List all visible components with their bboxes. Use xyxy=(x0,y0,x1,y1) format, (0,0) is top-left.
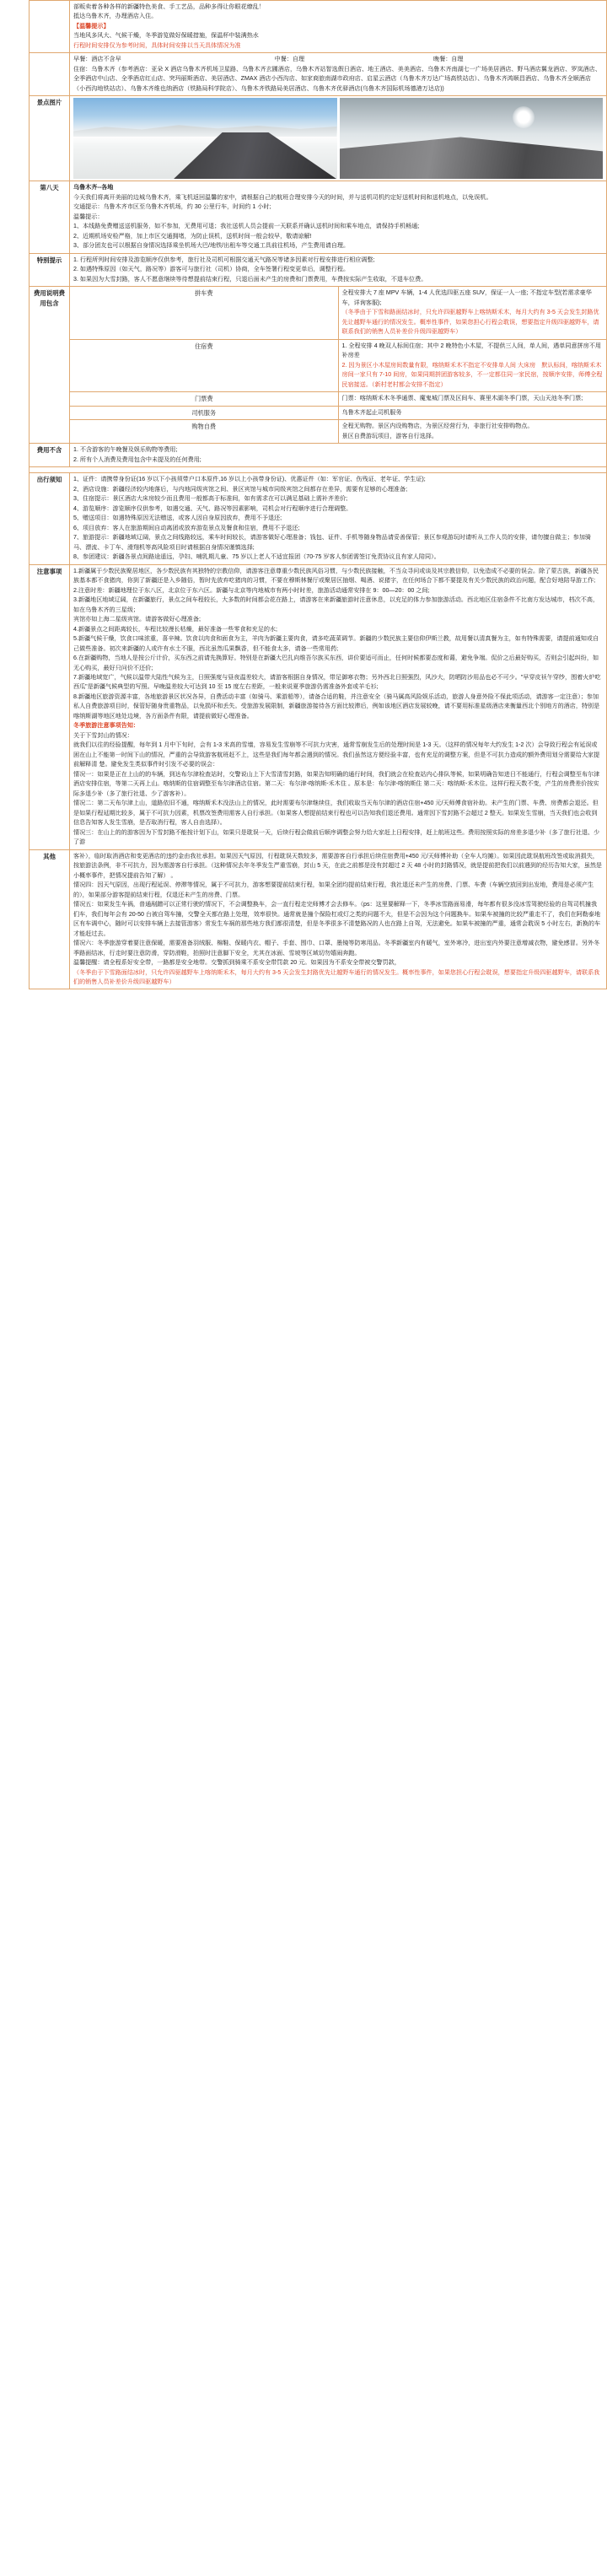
day8-p3: 温馨提示： xyxy=(73,213,104,220)
travel-notice-item: 8、参团建议：新疆各景点间路途遥远，孕妇、哺乳期儿童、75 岁以上老人不适宜报团（70-75 岁客人参团需签订免责协议且有家人陪同）。 xyxy=(73,553,440,561)
day8-label: 第八天 xyxy=(30,181,70,253)
fee-name-shopping: 购物自费 xyxy=(70,420,339,444)
snow-road-landscape-photo xyxy=(73,98,337,179)
fee-ticket-black: 门票：喀纳斯禾木冬季通票、魔鬼城门票及区间车、赛里木湖冬季门票，天山天池冬季门票; xyxy=(341,395,583,402)
notes-item: 7.新疆地域宽广，气候以温带大陆性气候为主，日照强度与昼夜温差较大，请游客根据自身情况，带足御寒衣物；另外西北日照强烈，风沙大，防晒防沙用品也必不可少。"早穿皮袄午穿纱，围着火炉吃西瓜"是新疆气候典型的写照。早晚温差较大可达到 10 至 15 度左右差距，一般来说夏季旅游仍需准备外套或羊毛衫; xyxy=(73,673,601,691)
notes-item: 1.新疆属于少数民族聚居地区，各少数民族有其独特的宗教信仰，请游客注意尊重少数民族风俗习惯，与少数民族接触，不当众寻问或谈及其宗教信仰，以免造成不必要的误会。除了蒙古族，新疆各民族基本都不食猪肉，你到了新疆还是入乡随俗，暂时先放弃吃猪肉的习惯，不要在穆斯林餐厅或聚居区抽烟、喝酒、说猪字，在任何场合下都不要提及有关少数民族的政治问题，配合好地陪导游工作; xyxy=(73,567,599,585)
travel-notice-label: 出行须知 xyxy=(30,473,70,564)
day8-content-cell xyxy=(70,181,607,253)
winter-case-4: 情况四：因天气原因，出现行程延误、停滞等情况，属于不可抗力，游客想要提前结束行程，如果全团均提前结束行程，我社退还未产生的房费、门票、车费（车辆空放回到出发地，费用是必须产生的），如果部分游客提前结束行程，仅退还未产生的房费、门票。 xyxy=(73,881,594,898)
special-tip-item: 2. 如遇特殊原因（如天气，路况等）游客可与旅行社（司机）协商，全车签署行程变更单后，调整行程。 xyxy=(73,266,350,273)
winter-notice-subtitle: 关于下雪封山的情况： xyxy=(73,731,133,739)
notes-item: 5.新疆气候干燥，饮食口味浓重，喜辛辣。饮食以肉食和面食为主，羊肉为新疆主要肉食，请多吃蔬菜调节。新疆的少数民族主要信仰伊斯兰教，故用餐以清真餐为主，如有特殊需要，请提前通知或自己做些准备。初次来新疆的人或许有水土不服，西北虽然瓜果飘香，但不能食太多，请备一些常用药; xyxy=(73,635,599,652)
fee-name-ticket: 门票费 xyxy=(70,392,339,407)
winter-case-3-continued: 客补），临时取消酒店和变更酒店的违约金由我社承担。如果因天气原因，行程耽误天数较多，需要游客自行承担后续住宿费用+450 元/天师傅补助（全车人均摊）。如果因此耽误航班改签或取消损失，按旅游法条例，非不可抗力，因为需游客自行承担。（这种情况去年冬季发生严重雪崩，封山 5 天，在此之前都是没有封超过 2 天 48 小时的封路情况，就是提前把我们以前遇到的经历告知大家，虽然是小概率事件，把情况提前告知了解） 。 xyxy=(73,852,603,879)
lunch-text: 中餐：自理 xyxy=(274,56,305,63)
fee-exclude-row xyxy=(30,444,607,467)
travel-notice-content-cell xyxy=(70,473,607,564)
fee-carpool-black: 全程安排大 7 座 MPV 车辆，1-4 人优选四驱五座 SUV，保证一人一座; 不指定车型(若需求豪华车，详询客服); xyxy=(341,289,592,306)
day8-p1: 今天我们将离开美丽的边城乌鲁木齐，乘飞机返回温馨的家中，请根据自己的航班合理安排今天的时间，并与送机司机约定好送机时间和送机地点，以免误机。 xyxy=(73,193,492,201)
other-label: 其他 xyxy=(30,849,70,989)
winter-case-3: 情况三：在山上的的游客因为下雪封路不能按计划下山，如果只是耽误一天，后续行程会做前后顺序调整会努力给大家赶上日程安排，赶上航班这些。费用按照实际的房差多退少补（多了旅行社退、少了游 xyxy=(73,828,600,846)
snow-sunlit-road-photo xyxy=(340,98,604,179)
day8-p5: 2、近期机场安检严格，加上市区交通拥堵，为防止误机，送机时间一般会较早，敬请谅解! xyxy=(73,232,312,240)
notes-item: 3.新疆地区地域辽阔，在新疆旅行，景点之间车程较长，大多数的时间都会花在路上，请游客在来新疆旅游时注意休息，以充足的体力参加旅游活动。西北地区住宿条件不比南方发达城市，档次不高，如在乌鲁木齐的三星级； xyxy=(73,596,599,613)
travel-notice-item: 2、酒店设施：新疆经济较内地落后，与内地同级宾馆之间、景区宾馆与城市同级宾馆之间都存在差异，需要有足够的心理准备; xyxy=(73,485,408,493)
travel-notice-item: 5、赠送项目：如遇特殊原因无法赠送，或客人因自身原因放弃，费用不予退还; xyxy=(73,515,282,522)
intro-line-2: 抵达乌鲁木齐，办理酒店入住。 xyxy=(73,13,158,20)
intro-content-cell xyxy=(70,1,607,53)
fee-value-ticket xyxy=(338,392,607,407)
fee-value-carpool xyxy=(338,287,607,339)
meals-label-cell xyxy=(30,53,70,96)
day8-p6: 3、部分团友也可以根据自身情况选择乘坐机场大巴/地铁/出租车等交通工具前往机场，产生费用请自理。 xyxy=(73,242,350,250)
winter-case-1: 情况一：如果是正在上山的的车辆，到达布尔津检查站时，交警说山上下大雪清雪封路，如果告知明确的通行时间，我们就会在检查站内心排队等候，如果明确告知进日不能通行，行程会调整至布尔津酒店安排住宿，等第二天再上山。喀纳斯的住宿调整至布尔津酒店住宿。第二天：布尔津-喀纳斯-禾木住 。原本是：布尔津-喀纳斯住 第二天：喀纳斯-禾木住。这样行程天数不变，产生的房费差价按实际多退少补（多了旅行社退、少了游客补）。 xyxy=(73,770,600,797)
fee-row-ticket xyxy=(30,392,607,407)
travel-notice-item: 4、游览顺序：游览顺序仅供参考，如遇交通、天气、路况等因素影响，司机会对行程顺序进行合理调整。 xyxy=(73,504,352,512)
photo-gallery xyxy=(73,98,603,179)
photo-content-cell xyxy=(70,96,607,181)
intro-row xyxy=(30,1,607,53)
photo-label: 景点图片 xyxy=(30,96,70,181)
fee-lodging-red: 2. 因为景区小木屋房间数量有限，喀纳斯禾木不指定不安排单人间 大床房 默认标间，喀纳斯禾木房间一家只有 7-10 间房，如果同期拼团游客较多，不一定都住同一家民宿，按顺序安排，师傅全程民宿接送。（新村老村都会安排不指定） xyxy=(341,361,603,388)
seatbelt-reminder: 温馨提醒：请全程系好安全带，一路都是安全地带。交警抓到骑乘不系安全带罚款 20 元。如果因为不系安全带被交警罚款， xyxy=(73,959,400,967)
breakfast-text: 早餐：酒店不含早 xyxy=(73,56,121,63)
fee-row-driver xyxy=(30,406,607,420)
fee-carpool-red: （冬季由于下雪和路面结冰时，只允许四驱越野车上喀纳斯禾木，每月大约有 3-5 天会发生封路优先让越野车通行的情况发生。概率性事件，如果您担心行程会耽误，想要指定升级四驱越野车，请联系我们的销售人员补差价升级四驱越野车） xyxy=(341,309,599,336)
meal-line xyxy=(73,55,603,64)
fee-value-driver xyxy=(338,406,607,420)
fees-label: 费用说明费用包含 xyxy=(30,287,70,444)
fee-value-shopping xyxy=(338,420,607,444)
dinner-text: 晚餐：自理 xyxy=(433,56,464,63)
fee-name-carpool: 拼车费 xyxy=(70,287,339,339)
other-content-cell xyxy=(70,849,607,989)
notes-content-cell xyxy=(70,564,607,849)
fee-row-lodging xyxy=(30,339,607,391)
day8-p2: 交通提示：乌鲁木齐市区至乌鲁木齐机场，约 30 公里行车，时间约 1 小时; xyxy=(73,203,271,211)
winter-case-6: 情况六：冬季旅游穿着要注意保暖，需要准备羽绒服、棉鞋、保暖内衣、帽子、手套、围巾、口罩、墨镜等防寒用品。冬季新疆室内有暖气，室外寒冷，进出室内外要注意增减衣物，避免感冒。另外冬季路面结冰，行走时要注意防滑，穿防滑鞋，拍照时注意脚下安全，尤其在冰面、雪坡等区域切勿嬉闹奔跑。 xyxy=(73,940,600,957)
fee-name-lodging: 住宿费 xyxy=(70,339,339,391)
notes-item: 2.注意时差：新疆地理位于东八区，北京位于东六区。新疆与北京等内地城市有两小时时差，旅游活动通常安排在 9：00—20：00 之间; xyxy=(73,586,430,594)
intro-tip-line-1: 当地风多风大、气候干燥，冬季游览做好保暖措施，保温杯中装满热水 xyxy=(73,32,259,40)
notes-label: 注意事项 xyxy=(30,564,70,849)
fee-lodging-black: 1. 全程安排 4 晚双人标间住宿；其中 2 晚特色小木屋，不提供三人间，单人间，遇单同意拼房不用补房差 xyxy=(341,342,601,359)
notes-row xyxy=(30,564,607,849)
intro-line-1: 部贩卖着各种各样的新疆特色美食、手工艺品，品种多得让你眼花缭乱！ xyxy=(73,3,265,10)
winter-case-5: 情况五：如果发生车祸，普通剐蹭可以正常行驶的情况下，不会调整换车，会一直行程走完师傅才会去修车。（ps：这里要解释一下，冬季冰雪路面易滑，每年都有很多没冰雪驾驶经验的自驾司机撞我们车，我们每年会有 20-50 台被自驾车撞，交警全天都在路上处理，效率很快。通常就是撞个保险杠或灯之类的问题不大，但是不会因为这个问题换车。如果车被撞的比较严重走不了，我们在阿勒泰地区有车调中心，随时可以安排车辆上去接管游客）常发生车祸的那些地方我们都很清楚，但是冬季很多不清楚路况的人也在路上自驾，无法避免。如果车被撞的严重，通常会耽误 5 小时左右，新换的车才能赶过去。 xyxy=(73,901,601,937)
meals-row xyxy=(30,53,607,96)
notes-item: 宾馆亦如上海二星级宾馆。请游客做好心理准备; xyxy=(73,616,201,623)
fee-driver-black: 乌鲁木齐起止司机服务 xyxy=(341,408,402,416)
travel-notice-item: 7、旅游提示：新疆地域辽阔，景点之间线路较远，乘车时间较长，请游客做好心理准备；钱包、证件、手机等随身物品请妥善保管；景区参观游玩时请听从工作人员的安排，请勿擅自做主；参加骑马、漂流、卡丁车、滑翔机等高风险项目时请根据自身情况谨慎选择; xyxy=(73,534,592,551)
intro-label-cell xyxy=(30,1,70,53)
travel-notice-item: 1、证件：请携带身份证(16 岁以下小孩须带户口本原件,16 岁以上小孩带身份证)、优惠证件（如：军官证、伤残证、老年证、学生证); xyxy=(73,476,426,483)
photo-row xyxy=(30,96,607,181)
fee-exclude-label: 费用不含 xyxy=(30,444,70,467)
fee-shopping-black: 全程无购物。景区内设购物店，为景区经营行为，非旅行社安排购物点。 xyxy=(341,423,534,430)
notes-item: 4.新疆景点之间距离较长，车程比较漫长枯燥，最好准备一些零食和充足的水; xyxy=(73,625,277,633)
hotel-text: 住宿：乌鲁木齐（参考酒店：亚朵 X 酒店乌鲁木齐机场卫星路、乌鲁木齐玄圃酒店，乌鲁木齐站智选假日酒店、地王酒店、美美酒店、乌鲁木齐南湖七一广场美居酒店、野马酒店翼龙酒店、罗岚酒店、全季酒店中山店、全季酒店红山店、突玛丽斯酒店、美居酒店、ZMAX 酒店小西沟店、如家商旅南湖市政府店、启星云酒店（乌鲁木齐万达广场高铁站店）、乌鲁木齐鸿顺昌酒店、乌鲁木齐全顺酒店（小西沟地铁站店）、乌鲁木齐维也纳酒店（铁路局科学院店）、乌鲁木齐铁路局美居酒店、乌鲁木齐优驿酒店(乌鲁木齐国际机场德港万达店)) xyxy=(73,65,601,92)
fee-exclude-content-cell xyxy=(70,444,607,467)
travel-notice-row xyxy=(30,473,607,564)
itinerary-document xyxy=(0,0,607,994)
fee-exclude-item: 1. 不含游客的午晚餐及娱乐购物等费用; xyxy=(73,446,178,454)
special-tips-content-cell xyxy=(70,253,607,286)
notes-item: 6.在新疆购物，当地人是按公斤计价，买东西之前请先换算好。特别是在新疆大巴扎向维吾尔族买东西，讲价要适可而止，任何时候都要态度和蔼，避免争端。侃价之后最好购买，否则会引起纠纷，如无心购买，最好只问价不还价; xyxy=(73,655,599,671)
day8-p4: 1、本线路免费赠送送机服务，如不参加，无费用可退；我社送机人员会提前一天联系并确认送机时间和乘车地点，请保持手机畅通; xyxy=(73,223,420,230)
day8-title: 乌鲁木齐--各地 xyxy=(73,184,114,191)
fee-value-lodging xyxy=(338,339,607,391)
special-tip-item: 3. 如果因为大雪封路，客人不愿意继续等待想提前结束行程，只退后面未产生的房费和门票费用，车费按实际产生收取，不退车位费。 xyxy=(73,275,427,283)
notes-item: 8.新疆地区旅游资源丰富，各地旅游景区状况各异，自费活动丰富（如骑马、乘游船等），请备合适的鞋，并注意安全（骑马属高风险娱乐活动，旅游人身意外险不保此项活动，请游客一定注意）；参加私人自费旅游项目时，保管好随身贵重物品，以免损坏和丢失。受旅游发展限制，新疆旅游接待各方面比较滞后，例如该地区酒店发展较晚，请不要用标准星级酒店来衡量西北个别地方的酒店，特别是喀纳斯湖等地区地处边境，各方面条件有限，请提前做好心理准备。 xyxy=(73,693,600,719)
meals-content-cell xyxy=(70,53,607,96)
fee-row-shopping xyxy=(30,420,607,444)
winter-notice-paragraph: 就我们以往的经验提醒，每年到 1 月中下旬时，会有 1-3 米高的雪墙，容易发生雪崩等不可抗力灾害，通常雪崩发生后的处理时间是 1-3 天。（这样的情况每年大约发生 1-2 次）会导致行程会有延误或困在山上不能第一时间下山的情况，严重的会导致游客航班赶不上，这些是我们每年都会遇到的情况。我们虽然这方便经验丰富，也有充足的调整方案，但是不可抗力造成的额外费用划分需要给大家提前解释清 楚。避免发生类似事件时引发不必要的误会： xyxy=(73,741,600,768)
fee-name-driver: 司机服务 xyxy=(70,406,339,420)
travel-notice-item: 6、项目放弃：客人在旅游期间自动离团或放弃游览景点及餐食和住宿，费用不予退还; xyxy=(73,524,300,531)
special-tips-label: 特别提示 xyxy=(30,253,70,286)
travel-notice-item: 3、住宿提示：景区酒店大床房较少而且费用一般都高于标准间，如有需求在可以满足基础上需补齐差价; xyxy=(73,495,348,503)
itinerary-table xyxy=(29,0,607,989)
winter-case-2: 情况二：第二天布尔津上山，道路依旧不通，喀纳斯禾木没法山上的情况，此时需要布尔津继续住，我们收取当天布尔津的酒店住宿+450 元/天师傅食宿补助。未产生的门票、车费、房费都会退还。但是如果行程延期比较多，属于不可抗力因素，机票改签费用需客人自行承担。（如果客人想提前结束行程也可以告知我们退还费用。通常因下雪封路不会超过 2 整天。如果发生雪崩，当天我们也会收到信息告知客人发生雪崩，是否取消行程，客人自由选择）。 xyxy=(73,800,599,827)
winter-notice-title: 冬季旅游注意事项告知： xyxy=(73,722,140,730)
intro-tip-line-2: 行程时间安排仅为参考时间，具体时间安排以当天具体情况为准 xyxy=(73,41,241,49)
special-tips-row xyxy=(30,253,607,286)
special-tip-item: 1. 行程所列时间安排及游览顺序仅供参考，旅行社及司机可根据交通天气路况等诸多因素对行程安排进行相应调整; xyxy=(73,256,375,263)
fee-exclude-item: 2. 所有个人消费及费用包含中未提及的任何费用; xyxy=(73,455,201,463)
other-row xyxy=(30,849,607,989)
day8-row xyxy=(30,181,607,253)
section-spacer xyxy=(30,467,607,473)
intro-tip-title: 【温馨提示】 xyxy=(73,22,110,30)
fee-row-carpool xyxy=(30,287,607,339)
offroad-upgrade-notice: （冬季由于下雪路面结冰时，只允许四驱越野车上喀纳斯禾木，每月大约有 3-5 天会发生封路优先让越野车通行的情况发生。概率性事件，如果您担心行程会耽误，想要指定升级四驱越野车，请联系我们的销售人员补差价升级四驱越野车） xyxy=(73,968,600,985)
fee-shopping-black2: 景区自费游玩项目，游客自行选择。 xyxy=(341,432,438,439)
